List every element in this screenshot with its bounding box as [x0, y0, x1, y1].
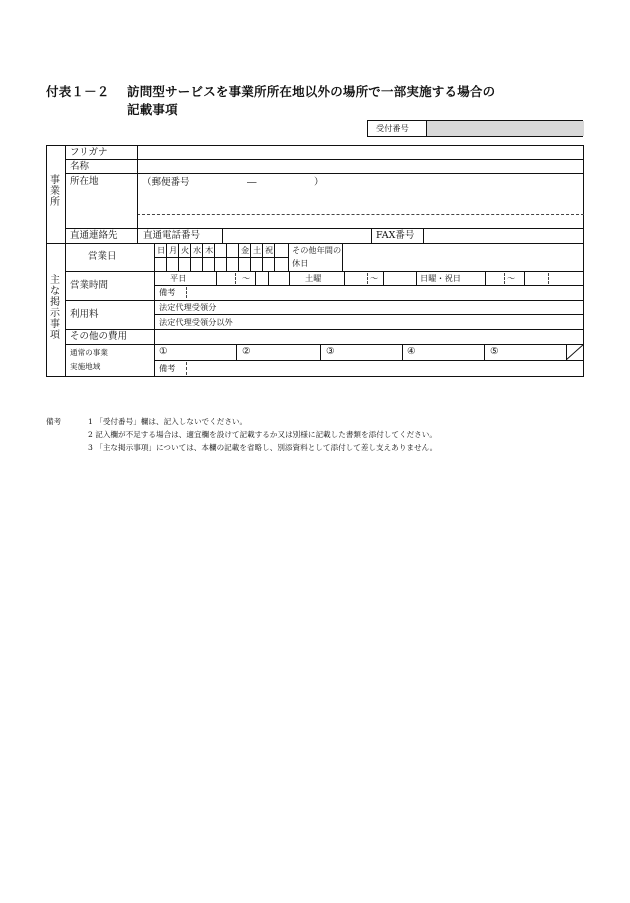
day-fri[interactable]: 金	[241, 245, 250, 255]
form-number: 付表１－２	[46, 84, 110, 99]
weekday-tilde: ～	[242, 273, 251, 283]
hours-remarks-field[interactable]	[188, 286, 583, 299]
reception-number-label: 受付番号	[376, 123, 409, 133]
other-fees-field[interactable]	[155, 330, 583, 343]
direct-contact-label: 直通連絡先	[70, 230, 118, 241]
day-sat[interactable]: 土	[253, 245, 262, 255]
area-diagonal-slash	[566, 344, 584, 360]
day-mon[interactable]: 月	[169, 245, 178, 255]
area-number-5: ⑤	[490, 346, 499, 357]
note-item-3: 3 「主な掲示事項」については、本欄の記載を省略し、別添資料として添付して差し支えありません。	[88, 443, 438, 452]
postal-dash: ―	[247, 177, 257, 188]
address-label: 所在地	[70, 176, 99, 187]
office-side-label: 事業所	[50, 175, 60, 208]
note-item-2: 2 記入欄が不足する場合は、適宜欄を設けて記載するか又は別様に記載した書類を添付してください。	[88, 430, 437, 439]
day-holiday[interactable]: 祝	[265, 245, 274, 255]
area-remarks-label: 備考	[159, 363, 176, 373]
day-wed[interactable]: 水	[193, 245, 202, 255]
weekday-label: 平日	[170, 273, 187, 283]
other-holidays-label-1: その他年間の	[292, 245, 342, 255]
fax-label: FAX番号	[376, 230, 415, 241]
other-fees-label: その他の費用	[70, 331, 128, 342]
direct-phone-field[interactable]	[223, 229, 370, 242]
form-title-line2: 記載事項	[127, 102, 178, 117]
name-field[interactable]	[138, 160, 583, 172]
service-area-label-2: 実施地域	[70, 362, 101, 371]
proxy-fee-label: 法定代理受領分	[159, 302, 217, 312]
address-field[interactable]	[138, 190, 583, 212]
postal-label: （郵便番号	[142, 177, 190, 188]
saturday-tilde: ～	[370, 273, 379, 283]
area-number-1: ①	[159, 346, 168, 357]
reception-number-field[interactable]	[426, 121, 584, 136]
business-hours-label: 営業時間	[70, 280, 109, 291]
service-area-label-1: 通常の事業	[70, 348, 108, 357]
non-proxy-fee-label: 法定代理受領分以外	[159, 317, 233, 327]
main-items-side-label: 主な掲示事項	[50, 275, 60, 341]
area-remarks-field[interactable]	[188, 361, 583, 375]
side-column-divider	[65, 145, 66, 377]
area-number-4: ④	[407, 346, 416, 357]
direct-phone-label: 直通電話番号	[143, 230, 201, 241]
other-holidays-field[interactable]	[343, 244, 583, 270]
day-thu[interactable]: 木	[205, 245, 214, 255]
form-title-line1: 訪問型サービスを事業所所在地以外の場所で一部実施する場合の	[127, 84, 496, 99]
note-item-1: 1 「受付番号」欄は、記入しないでください。	[88, 417, 248, 426]
furigana-field[interactable]	[138, 146, 583, 158]
name-label: 名称	[70, 161, 90, 172]
fees-label: 利用料	[70, 309, 99, 320]
hours-remarks-label: 備考	[159, 287, 176, 297]
saturday-label: 土曜	[305, 273, 322, 283]
day-tue[interactable]: 火	[181, 245, 190, 255]
fax-field[interactable]	[424, 229, 583, 242]
sunday-tilde: ～	[507, 273, 516, 283]
day-sun[interactable]: 日	[157, 245, 166, 255]
area-number-2: ②	[242, 346, 251, 357]
business-days-label: 営業日	[88, 251, 117, 262]
furigana-label: フリガナ	[70, 147, 108, 158]
area-number-3: ③	[326, 346, 335, 357]
other-holidays-label-2: 休日	[292, 258, 309, 268]
sunday-holiday-label: 日曜・祝日	[420, 273, 461, 283]
postal-close: ）	[314, 177, 324, 188]
notes-label: 備考	[46, 417, 62, 426]
